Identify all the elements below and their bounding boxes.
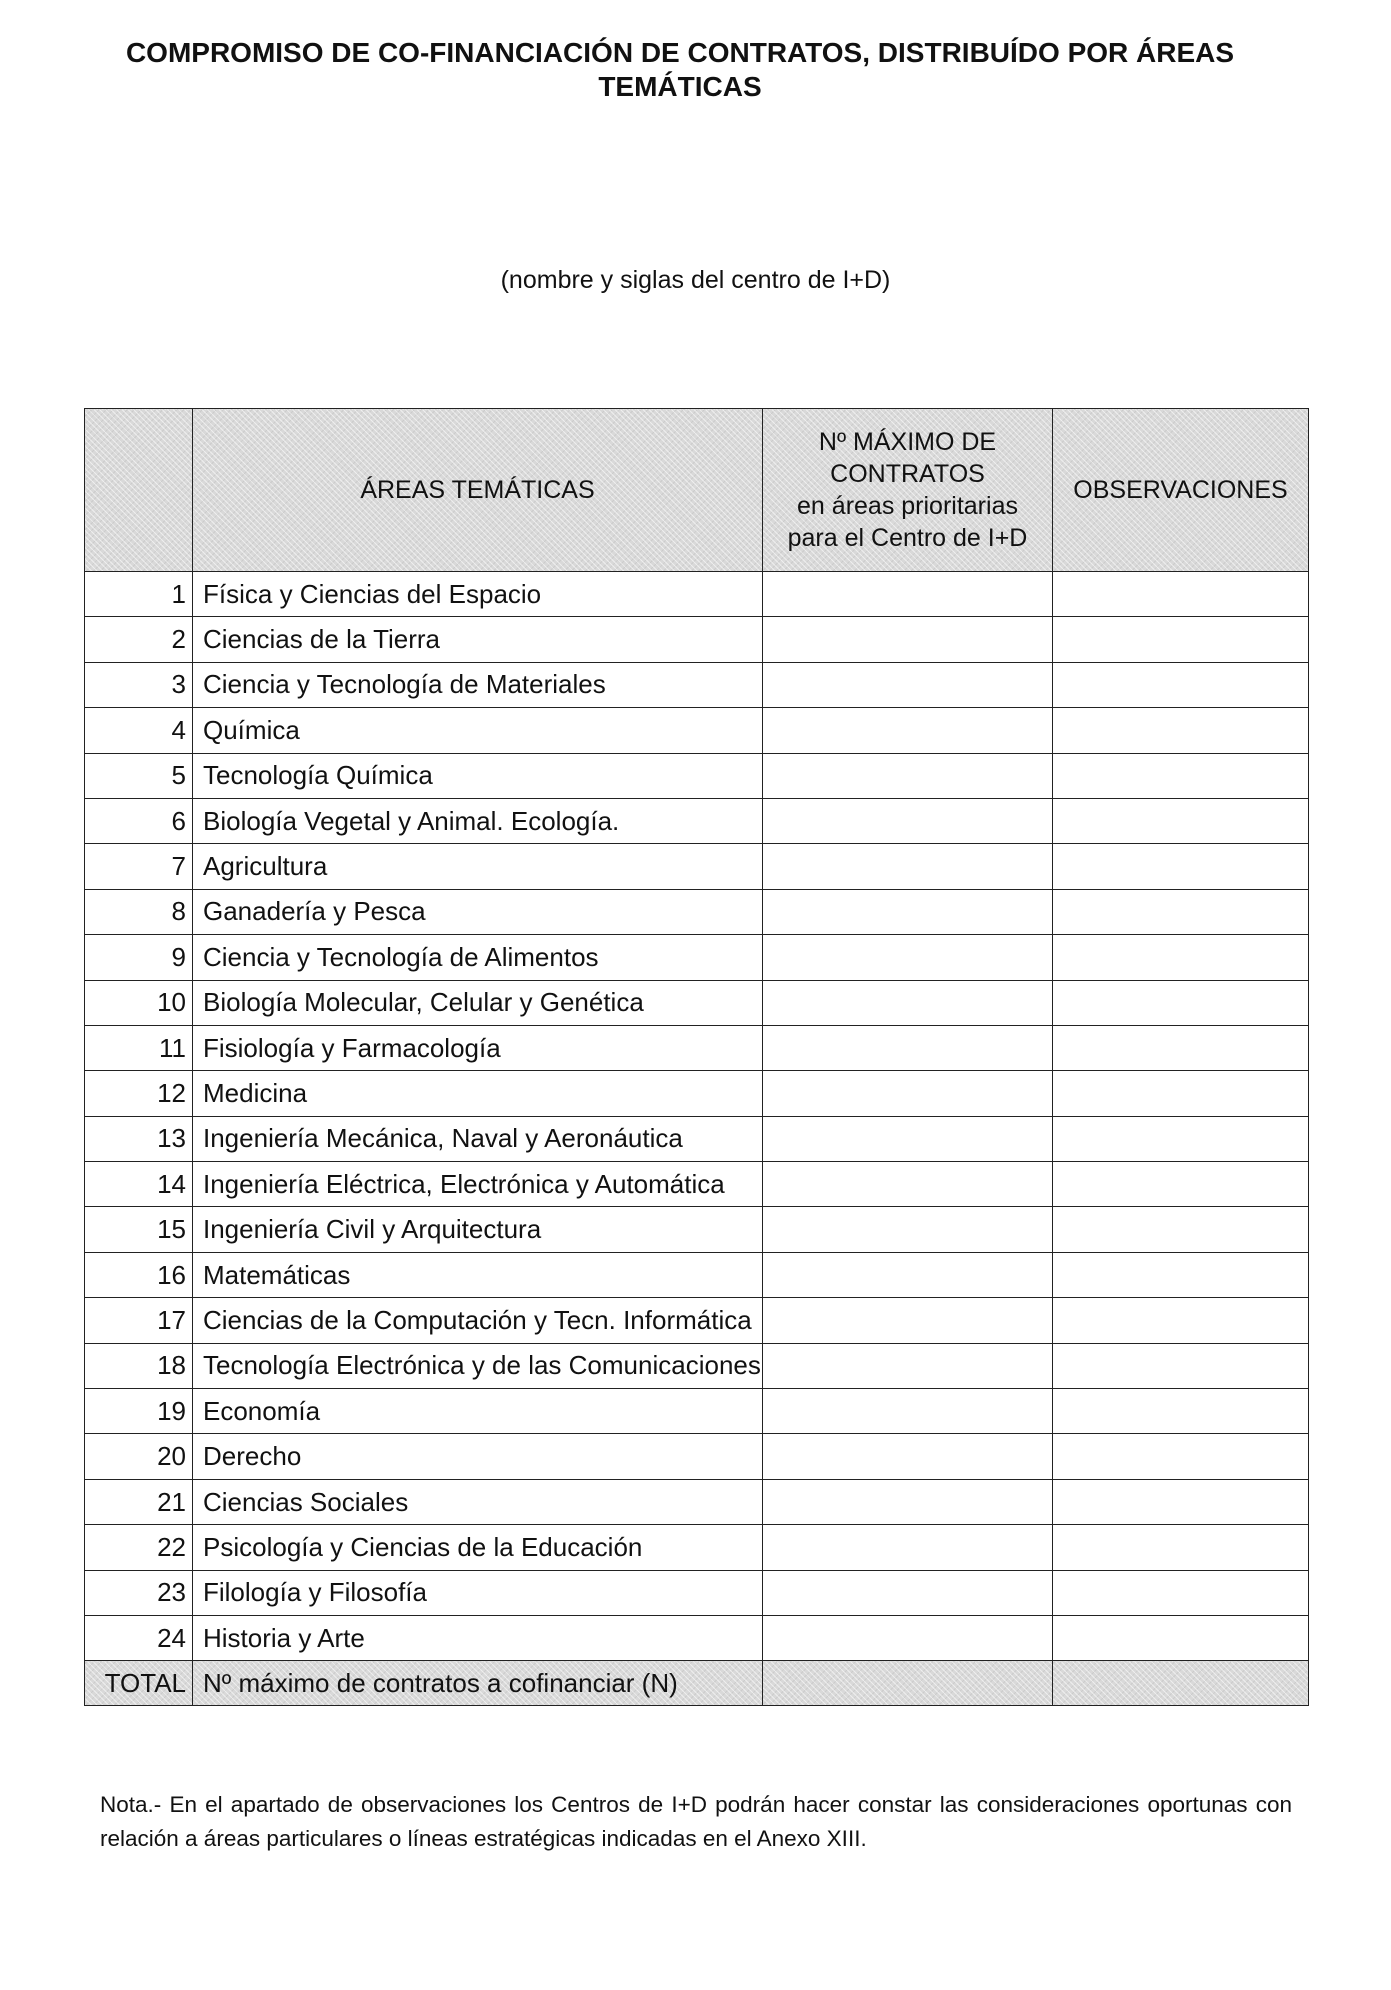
row-number: 16 — [85, 1252, 193, 1297]
row-number: 5 — [85, 753, 193, 798]
row-number: 17 — [85, 1298, 193, 1343]
row-max-contracts-field[interactable] — [763, 844, 1053, 889]
table-row — [85, 617, 1309, 662]
table-row — [85, 708, 1309, 753]
row-max-contracts-field[interactable] — [763, 1071, 1053, 1116]
row-area-name: Tecnología Electrónica y de las Comunicaciones — [193, 1343, 763, 1388]
row-area-name: Ingeniería Eléctrica, Electrónica y Automática — [193, 1162, 763, 1207]
header-number-cell — [85, 409, 193, 572]
row-max-contracts-field[interactable] — [763, 889, 1053, 934]
table-row — [85, 1207, 1309, 1252]
row-observations-field[interactable] — [1053, 753, 1309, 798]
table-row — [85, 1025, 1309, 1070]
row-number: 10 — [85, 980, 193, 1025]
row-max-contracts-field[interactable] — [763, 1116, 1053, 1161]
row-observations-field[interactable] — [1053, 572, 1309, 617]
table-row — [85, 1479, 1309, 1524]
row-observations-field[interactable] — [1053, 1525, 1309, 1570]
total-text: Nº máximo de contratos a cofinanciar (N) — [193, 1661, 763, 1706]
row-max-contracts-field[interactable] — [763, 980, 1053, 1025]
row-observations-field[interactable] — [1053, 1570, 1309, 1615]
table-row — [85, 1343, 1309, 1388]
row-area-name: Derecho — [193, 1434, 763, 1479]
row-area-name: Psicología y Ciencias de la Educación — [193, 1525, 763, 1570]
row-observations-field[interactable] — [1053, 1162, 1309, 1207]
row-max-contracts-field[interactable] — [763, 935, 1053, 980]
row-max-contracts-field[interactable] — [763, 1343, 1053, 1388]
areas-table — [84, 408, 1309, 1706]
row-area-name: Economía — [193, 1389, 763, 1434]
row-number: 14 — [85, 1162, 193, 1207]
row-observations-field[interactable] — [1053, 1615, 1309, 1660]
row-max-contracts-field[interactable] — [763, 1615, 1053, 1660]
row-number: 9 — [85, 935, 193, 980]
table-row — [85, 1116, 1309, 1161]
row-number: 19 — [85, 1389, 193, 1434]
total-max-contracts-field[interactable] — [763, 1661, 1053, 1706]
row-area-name: Ciencias de la Computación y Tecn. Informática — [193, 1298, 763, 1343]
row-area-name: Medicina — [193, 1071, 763, 1116]
row-number: 2 — [85, 617, 193, 662]
row-number: 6 — [85, 798, 193, 843]
row-observations-field[interactable] — [1053, 662, 1309, 707]
row-max-contracts-field[interactable] — [763, 708, 1053, 753]
row-area-name: Ciencias de la Tierra — [193, 617, 763, 662]
page-title: COMPROMISO DE CO-FINANCIACIÓN DE CONTRATOS, DISTRIBUÍDO POR ÁREAS TEMÁTICAS — [125, 37, 1235, 102]
row-number: 11 — [85, 1025, 193, 1070]
row-number: 18 — [85, 1343, 193, 1388]
table-row — [85, 572, 1309, 617]
table-row — [85, 798, 1309, 843]
total-row — [85, 1661, 1309, 1706]
footnote: Nota.- En el apartado de observaciones los Centros de I+D podrán hacer constar las consideraciones oportunas con relación a áreas particulares o líneas estratégicas indicadas en el Anexo XIII. — [100, 1792, 1292, 1851]
table-row — [85, 1162, 1309, 1207]
row-max-contracts-field[interactable] — [763, 1162, 1053, 1207]
row-number: 13 — [85, 1116, 193, 1161]
row-observations-field[interactable] — [1053, 1343, 1309, 1388]
row-observations-field[interactable] — [1053, 1298, 1309, 1343]
header-areas: ÁREAS TEMÁTICAS — [193, 409, 763, 572]
row-area-name: Historia y Arte — [193, 1615, 763, 1660]
header-max-line-3: en áreas prioritarias — [797, 492, 1018, 520]
row-number: 3 — [85, 662, 193, 707]
row-observations-field[interactable] — [1053, 1389, 1309, 1434]
row-number: 1 — [85, 572, 193, 617]
row-max-contracts-field[interactable] — [763, 1298, 1053, 1343]
table-row — [85, 1525, 1309, 1570]
table-row — [85, 1071, 1309, 1116]
row-area-name: Ingeniería Civil y Arquitectura — [193, 1207, 763, 1252]
row-area-name: Ciencia y Tecnología de Alimentos — [193, 935, 763, 980]
row-area-name: Biología Vegetal y Animal. Ecología. — [193, 798, 763, 843]
row-area-name: Filología y Filosofía — [193, 1570, 763, 1615]
row-max-contracts-field[interactable] — [763, 1389, 1053, 1434]
row-number: 20 — [85, 1434, 193, 1479]
row-number: 21 — [85, 1479, 193, 1524]
row-number: 12 — [85, 1071, 193, 1116]
row-number: 4 — [85, 708, 193, 753]
center-name-placeholder: (nombre y siglas del centro de I+D) — [500, 266, 891, 294]
row-max-contracts-field[interactable] — [763, 1434, 1053, 1479]
table-row — [85, 1298, 1309, 1343]
row-number: 23 — [85, 1570, 193, 1615]
table-row — [85, 980, 1309, 1025]
header-max-line-4: para el Centro de I+D — [787, 524, 1028, 552]
row-observations-field[interactable] — [1053, 889, 1309, 934]
row-area-name: Química — [193, 708, 763, 753]
row-observations-field[interactable] — [1053, 798, 1309, 843]
row-max-contracts-field[interactable] — [763, 1207, 1053, 1252]
table-row — [85, 753, 1309, 798]
row-max-contracts-field[interactable] — [763, 1025, 1053, 1070]
row-area-name: Física y Ciencias del Espacio — [193, 572, 763, 617]
total-observations-field[interactable] — [1053, 1661, 1309, 1706]
row-observations-field[interactable] — [1053, 1071, 1309, 1116]
row-area-name: Ciencias Sociales — [193, 1479, 763, 1524]
row-observations-field[interactable] — [1053, 1025, 1309, 1070]
row-max-contracts-field[interactable] — [763, 662, 1053, 707]
row-max-contracts-field[interactable] — [763, 617, 1053, 662]
table-row — [85, 1570, 1309, 1615]
row-number: 15 — [85, 1207, 193, 1252]
row-number: 8 — [85, 889, 193, 934]
table-row — [85, 1252, 1309, 1297]
row-area-name: Ingeniería Mecánica, Naval y Aeronáutica — [193, 1116, 763, 1161]
row-max-contracts-field[interactable] — [763, 798, 1053, 843]
row-area-name: Fisiología y Farmacología — [193, 1025, 763, 1070]
table-row — [85, 1615, 1309, 1660]
header-row — [85, 409, 1309, 572]
row-max-contracts-field[interactable] — [763, 1525, 1053, 1570]
row-area-name: Agricultura — [193, 844, 763, 889]
header-observations: OBSERVACIONES — [1053, 409, 1309, 572]
row-area-name: Ganadería y Pesca — [193, 889, 763, 934]
table-row — [85, 1389, 1309, 1434]
row-area-name: Matemáticas — [193, 1252, 763, 1297]
row-observations-field[interactable] — [1053, 708, 1309, 753]
row-area-name: Biología Molecular, Celular y Genética — [193, 980, 763, 1025]
row-max-contracts-field[interactable] — [763, 1570, 1053, 1615]
row-number: 24 — [85, 1615, 193, 1660]
row-observations-field[interactable] — [1053, 1479, 1309, 1524]
row-observations-field[interactable] — [1053, 980, 1309, 1025]
header-max-contracts — [763, 409, 1053, 572]
header-max-line-1: Nº MÁXIMO DE — [818, 428, 997, 456]
row-max-contracts-field[interactable] — [763, 572, 1053, 617]
table-row — [85, 662, 1309, 707]
row-observations-field[interactable] — [1053, 935, 1309, 980]
row-observations-field[interactable] — [1053, 1207, 1309, 1252]
row-number: 22 — [85, 1525, 193, 1570]
rows-body — [85, 572, 1309, 1661]
header-max-line-2: CONTRATOS — [830, 460, 985, 488]
table-row — [85, 1434, 1309, 1479]
row-area-name: Tecnología Química — [193, 753, 763, 798]
total-label: TOTAL — [85, 1661, 193, 1706]
row-observations-field[interactable] — [1053, 844, 1309, 889]
row-number: 7 — [85, 844, 193, 889]
table-row — [85, 889, 1309, 934]
row-max-contracts-field[interactable] — [763, 753, 1053, 798]
row-max-contracts-field[interactable] — [763, 1252, 1053, 1297]
row-max-contracts-field[interactable] — [763, 1479, 1053, 1524]
table-row — [85, 844, 1309, 889]
row-observations-field[interactable] — [1053, 1434, 1309, 1479]
row-observations-field[interactable] — [1053, 1252, 1309, 1297]
table-row — [85, 935, 1309, 980]
row-observations-field[interactable] — [1053, 1116, 1309, 1161]
row-area-name: Ciencia y Tecnología de Materiales — [193, 662, 763, 707]
row-observations-field[interactable] — [1053, 617, 1309, 662]
